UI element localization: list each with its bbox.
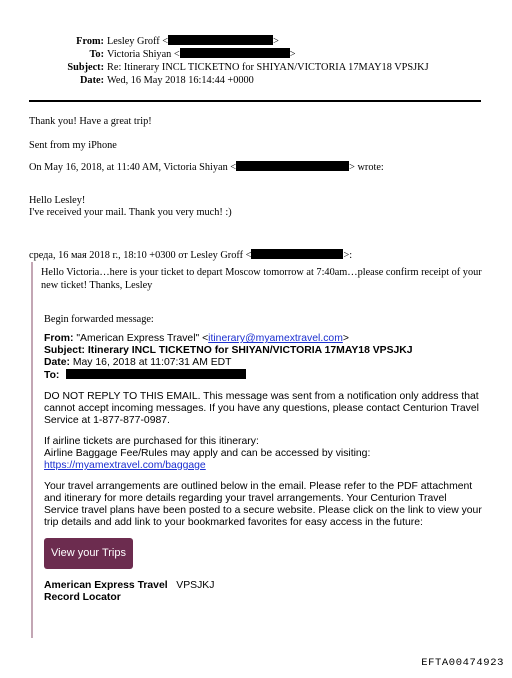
subject-label: Subject:: [67, 62, 104, 73]
arrangements-line-2: and itinerary for more details regarding your travel arrangements. Your Centurion Travel: [44, 493, 447, 504]
redaction-bar: [66, 369, 246, 379]
forwarded-subject: Subject: Itinerary INCL TICKETNO for SHIYAN/VICTORIA 17MAY18 VPSJKJ: [44, 345, 413, 356]
lesley-message-line-1: Hello Victoria…here is your ticket to depart Moscow tomorrow at 7:40am…please confirm receipt of your: [41, 267, 482, 278]
baggage-url[interactable]: https://myamextravel.com/baggage: [44, 460, 206, 471]
record-company: American Express Travel VPSJKJ: [44, 580, 215, 591]
quote-bar: [31, 262, 33, 638]
from-value: Lesley Groff < >: [107, 36, 279, 47]
reply-attribution: On May 16, 2018, at 11:40 AM, Victoria Shiyan < > wrote:: [29, 162, 384, 173]
to-label: To:: [89, 49, 104, 60]
date-label: Date:: [79, 75, 104, 86]
lesley-message-line-2: new ticket! Thanks, Lesley: [41, 280, 153, 291]
baggage-line-1: If airline tickets are purchased for this itinerary:: [44, 436, 259, 447]
notice-line-1: DO NOT REPLY TO THIS EMAIL. This message was sent from a notification only address that: [44, 391, 479, 402]
subject-value: Re: Itinerary INCL TICKETNO for SHIYAN/VICTORIA 17MAY18 VPSJKJ: [107, 62, 429, 73]
victoria-greeting: Hello Lesley!: [29, 195, 86, 206]
record-code: VPSJKJ: [176, 580, 215, 591]
record-locator-label: Record Locator: [44, 592, 121, 603]
forwarded-date: Date: May 16, 2018 at 11:07:31 AM EDT: [44, 357, 232, 368]
russian-attribution: среда, 16 мая 2018 г., 18:10 +0300 от Lesley Groff < >:: [29, 250, 353, 261]
forwarded-intro: Begin forwarded message:: [44, 314, 154, 325]
notice-line-3: Service at 1-877-877-0987.: [44, 415, 170, 426]
redaction-bar: [168, 35, 273, 45]
forwarded-to: To:: [44, 369, 246, 383]
forwarded-from: From: "American Express Travel" <itinerary@myamextravel.com>: [44, 333, 349, 344]
reply-line-1: Thank you! Have a great trip!: [29, 116, 152, 127]
header-divider: [29, 100, 481, 102]
redaction-bar: [236, 161, 349, 171]
amex-email-link[interactable]: itinerary@myamextravel.com: [208, 333, 343, 344]
document-id: EFTA00474923: [421, 657, 504, 669]
redaction-bar: [180, 48, 290, 58]
victoria-reply: I've received your mail. Thank you very much! :): [29, 207, 232, 218]
to-value: Victoria Shiyan < >: [107, 49, 296, 60]
from-label: From:: [76, 36, 104, 47]
arrangements-line-4: trip details and add link to your bookmarked favorites for easy access in the future:: [44, 517, 423, 528]
reply-signature: Sent from my iPhone: [29, 140, 117, 151]
notice-line-2: cannot accept incoming messages. If you have any questions, please contact Centurion Travel: [44, 403, 479, 414]
date-value: Wed, 16 May 2018 16:14:44 +0000: [107, 75, 254, 86]
view-your-trips-button[interactable]: View your Trips: [44, 538, 133, 569]
arrangements-line-1: Your travel arrangements are outlined below in the email. Please refer to the PDF attachment: [44, 481, 473, 492]
redaction-bar: [251, 249, 343, 259]
baggage-line-2: Airline Baggage Fee/Rules may apply and can be accessed by visiting:: [44, 448, 371, 459]
arrangements-line-3: Service travel plans have been posted to a secure website. Please click on the link to view your: [44, 505, 482, 516]
baggage-link[interactable]: [44, 460, 206, 473]
